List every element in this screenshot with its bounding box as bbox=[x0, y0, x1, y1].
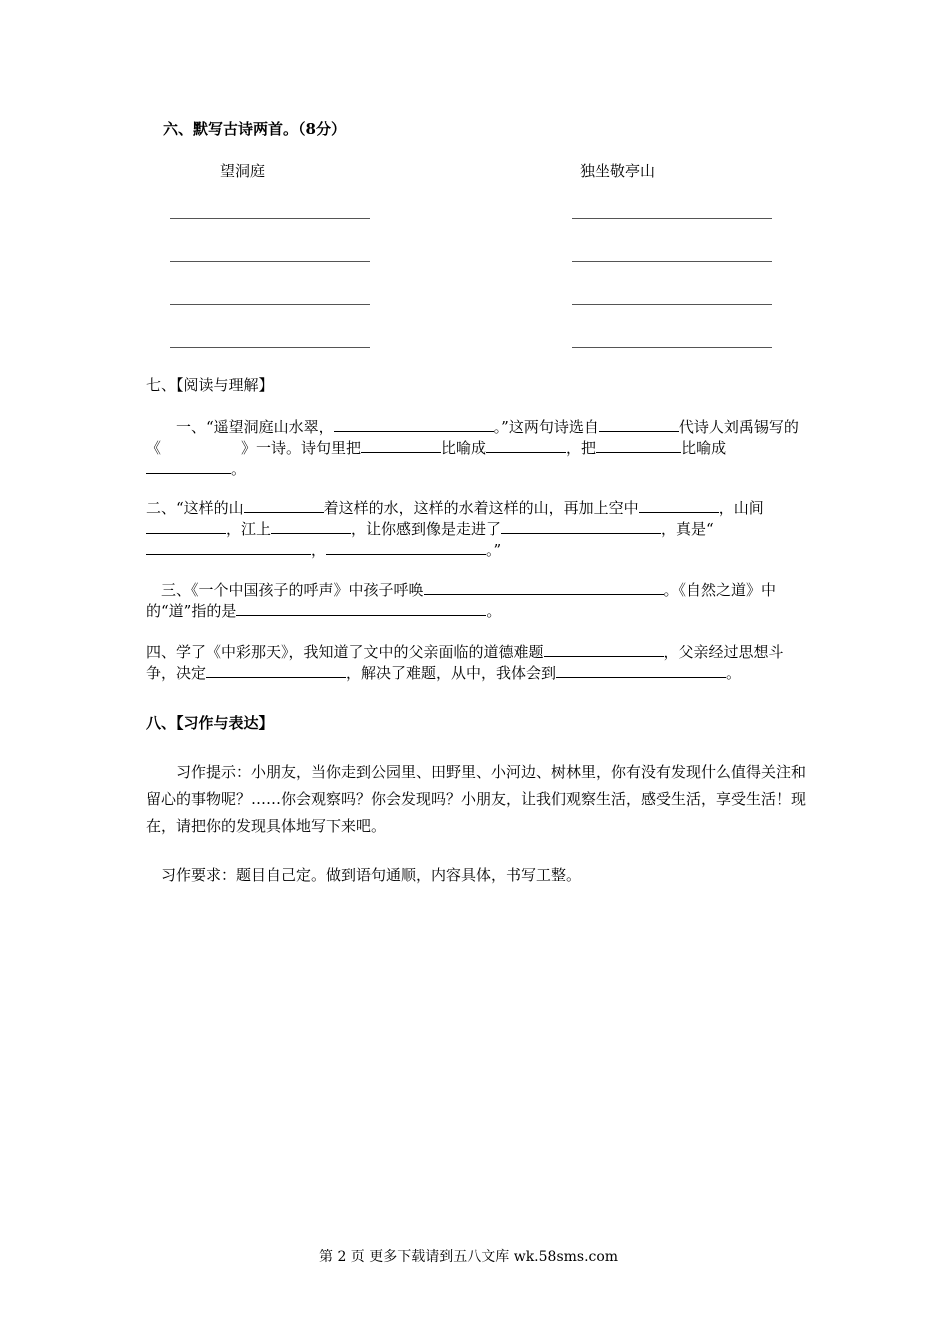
answer-blank bbox=[271, 519, 351, 534]
answer-blank bbox=[161, 439, 241, 453]
answer-blank bbox=[639, 498, 719, 513]
essay-hint: 习作提示：小朋友，当你走到公园里、田野里、小河边、树林里，你有没有发现什么值得关注和留心的事物呢？……你会观察吗？你会发现吗？小朋友，让我们观察生活，感受生活，享受生活！现在，请把你的发现具体地写下来吧。 bbox=[146, 763, 807, 835]
answer-blank bbox=[334, 417, 494, 432]
answer-blank bbox=[544, 642, 664, 657]
answer-blank bbox=[361, 438, 441, 453]
answer-blank bbox=[244, 498, 324, 513]
answer-blank bbox=[206, 663, 346, 678]
section-six-title: 六、默写古诗两首。（8分） bbox=[163, 120, 346, 138]
poem-title-left: 望洞庭 bbox=[220, 162, 266, 180]
answer-blank bbox=[236, 601, 486, 616]
question-two: 二、“这样的山 着这样的水，这样的水着这样的山，再加上空中 ，山间，江上 ，让你感到像是走进了 ，真是“， 。” bbox=[146, 499, 764, 559]
answer-blank bbox=[146, 540, 311, 555]
answer-blank bbox=[486, 438, 566, 453]
section-seven-title: 七、【阅读与理解】 bbox=[146, 376, 274, 394]
poem-left-line bbox=[170, 347, 370, 348]
page-footer: 第 2 页 更多下载请到五八文库 wk.58sms.com bbox=[319, 1249, 619, 1265]
poem-left-line bbox=[170, 261, 370, 262]
question-one: 一、“遥望洞庭山水翠， 。”这两句诗选自 代诗人刘禹锡写的《 》一诗。诗句里把 比喻成 ，把 比喻成。 bbox=[146, 418, 799, 478]
question-three: 三、《一个中国孩子的呼声》中孩子呼唤 。《自然之道》中的“道”指的是 。 bbox=[146, 581, 777, 620]
answer-blank bbox=[599, 417, 679, 432]
answer-blank bbox=[146, 519, 226, 534]
poem-title-right: 独坐敬亭山 bbox=[580, 162, 656, 180]
poem-right-line bbox=[572, 304, 772, 305]
section-eight-title: 八、【习作与表达】 bbox=[146, 714, 274, 732]
answer-blank bbox=[326, 540, 486, 555]
essay-requirement: 习作要求：题目自己定。做到语句通顺，内容具体，书写工整。 bbox=[161, 866, 582, 884]
answer-blank bbox=[556, 663, 726, 678]
answer-blank bbox=[501, 519, 661, 534]
poem-left-line bbox=[170, 218, 370, 219]
question-four: 四、学了《中彩那天》，我知道了文中的父亲面临的道德难题 ，父亲经过思想斗争，决定 ，解决了难题，从中，我体会到 。 bbox=[146, 643, 784, 682]
poem-right-line bbox=[572, 347, 772, 348]
poem-right-line bbox=[572, 261, 772, 262]
poem-left-line bbox=[170, 304, 370, 305]
answer-blank bbox=[424, 580, 664, 595]
poem-right-line bbox=[572, 218, 772, 219]
answer-blank bbox=[146, 459, 231, 474]
answer-blank bbox=[596, 438, 681, 453]
